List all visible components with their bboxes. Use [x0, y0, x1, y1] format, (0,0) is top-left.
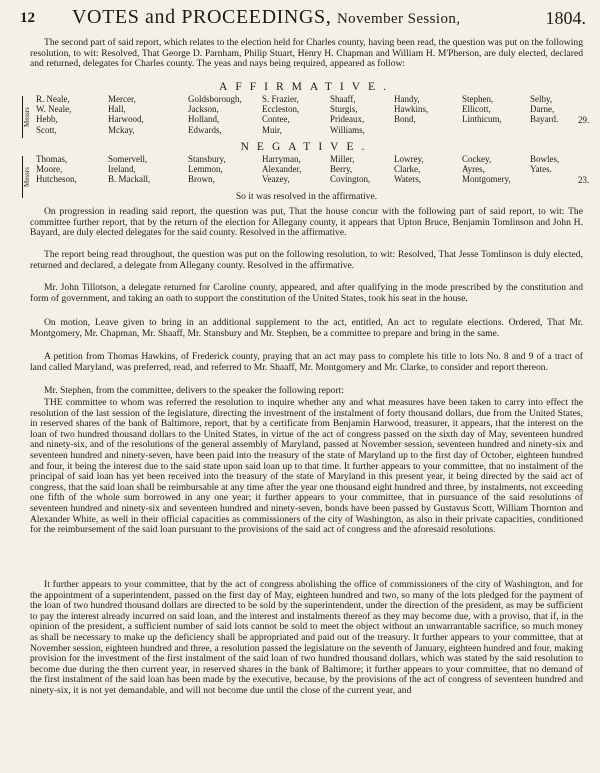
member-name: Veazey, — [262, 174, 290, 185]
member-name: Yates. — [530, 164, 552, 175]
member-name: Waters, — [394, 174, 422, 185]
affirmative-votes — [22, 94, 592, 140]
member-name: Mckay, — [108, 124, 135, 135]
member-name: Hawkins, — [394, 104, 429, 115]
negative-col-1 — [36, 154, 77, 185]
member-name: Alexander, — [262, 164, 302, 175]
page-number: 12 — [20, 10, 35, 26]
member-name: Lemmon, — [188, 164, 223, 175]
member-name: Williams, — [330, 124, 365, 135]
affirmative-messrs-label: Messrs — [22, 96, 33, 138]
member-name: W. Neale, — [36, 104, 72, 115]
member-name: Hall, — [108, 104, 126, 115]
member-name: Bond, — [394, 114, 416, 125]
paragraph-committee-report: THE committee to whom was referred the resolution to inquire whether any and what measures have been taken to carry into effect the resolution of the last session of the legislature, directing the investment of the instalment of forty thousand dollars, due from the United States, in reserved shares of the bank of Baltimore, report, that by a certificate from Benjamin Harwood, treasurer, it appears, that the interest on the loan of two hundred thousand dollars to the United States, in virtue of the act of congress passed on the sixth day of May, seventeen hundred and ninety-six, and of the resolutions of the general assembly of Maryland, passed at November session, seventeen hundred and ninety-six and seventeen hundred and ninety-seven, have been paid into the treasury of the state of Maryland up to the first day of October, eighteen hundred and four, it being the interest due to the said state upon said loan up to that time. It further appears to your committee, that no instalment of the principal of said loan has yet been received into the treasury of the state of Maryland in this present year, it being directed by the said act of congress, that the said loan shall be reimbursable at any time after the year one thousand eight hundred and three, by instalments, not exceeding one fifth of the whole sum borrowed in any one year; it further appears to your committee, that in pursuance of the said resolutions of seventeen hundred and ninety-six and seventeen hundred and ninety-seven, bonds have been passed by Gustavus Scott, William Thornton and Alexander White, as well in their official capacities as commissioners of the city of Washington, as also in their private capacities, conditioned for the reimbursement of the said loan pursuant to the provisions of the said act of congress and the aforesaid resolutions. — [30, 397, 583, 536]
member-name: Contee, — [262, 114, 290, 125]
affirmative-col-5 — [330, 94, 365, 135]
member-name: Moore, — [36, 164, 63, 175]
member-name: R. Neale, — [36, 94, 70, 104]
paragraph-committee-findings: It further appears to your committee, that by the act of congress abolishing the office of commissioners of the city of Washington, and for the appointment of a superintendent, passed on the first day of May, eighteen hundred and two, so many of the lots pledged for the payment of the loan of two hundred thousand dollars are directed to be sold by the superintendent, under the direction of the president, as may be sufficient to pay the interest already incurred on said loan, and the interest and instalments thereof as they may become due, with a proviso, that if, in the opinion of the president, a sufficient number of said lots cannot be sold to meet the object without an unwarrantable sacrifice, so much money as shall be necessary to make up the deficiency shall be appropriated and paid out of the treasury. It further appears to your committee, that at November session, eighteen hundred and three, a resolution passed the legislature on the seventh of January, eighteen hundred and four, making provision for the investment of the first instalment of the said loan of two hundred thousand dollars, which was stated by the said resolution to become due during the then current year, in reserved shares in the bank of Baltimore; it further appears to your committee, that no demand of the first instalment of the said loan has been made by the executive, because, by the provisions of the act of congress of seventeen hundred and ninety-six, it is not yet demandable, and will not become due until the close of the current year, and — [30, 579, 583, 696]
page-title — [72, 6, 460, 29]
member-name: Mercer, — [108, 94, 136, 104]
member-name: Edwards, — [188, 124, 222, 135]
title-text: VOTES and PROCEEDINGS, — [72, 6, 332, 28]
negative-col-2 — [108, 154, 150, 185]
vote-result: So it was resolved in the affirmative. — [235, 191, 378, 202]
member-name: Bayard. — [530, 114, 559, 125]
member-name: Muir, — [262, 124, 282, 135]
affirmative-col-4 — [262, 94, 299, 135]
member-name: Montgomery, — [462, 174, 511, 185]
affirmative-total: 29. — [578, 115, 590, 125]
member-name: Lowrey, — [394, 154, 424, 164]
paragraph-elections-supplement: On motion, Leave given to bring in an additional supplement to the act, entitled, An act to regulate elections. Ordered, That Mr. Montgomery, Mr. Chapman, Mr. Shaaff, Mr. Stansbury and Mr. Stephen, be a committee to prepare and bring in the same. — [30, 317, 583, 339]
negative-messrs-label: Messrs — [22, 156, 33, 198]
page-header — [20, 6, 586, 32]
member-name: Shaaff, — [330, 94, 356, 104]
member-name: Harwood, — [108, 114, 144, 125]
negative-col-6 — [394, 154, 424, 185]
paragraph-tomlinson-resolution: The report being read throughout, the question was put on the following resolution, to wit: Resolved, That Jesse Tomlinson is duly elected, returned and declared, a delegate from Allegany county. Resolved in the affirmative. — [30, 249, 583, 271]
paragraph-charles-county: The second part of said report, which relates to the election held for Charles county, having been read, the question was put on the following resolution, to wit: Resolved, That George D. Parnham, Philip Stuart, Henry H. Chapman and William H. M'Pherson, are duly elected, declared and returned, delegates for Charles county. The yeas and nays being required, appeared as follow: — [30, 37, 583, 70]
affirmative-col-1 — [36, 94, 71, 135]
member-name: Goldsborough, — [188, 94, 242, 104]
member-name: Stansbury, — [188, 154, 226, 164]
member-name: Darne, — [530, 104, 555, 115]
session-text: November Session, — [336, 11, 461, 27]
affirmative-col-7 — [462, 94, 502, 125]
member-name: Miller, — [330, 154, 355, 164]
member-name: Thomas, — [36, 154, 68, 164]
negative-col-8 — [530, 154, 559, 174]
affirmative-col-6 — [394, 94, 428, 125]
paragraph-allegany-report: On progression in reading said report, the question was put, That the house concur with the following part of said report, to wit: The committee further report, that by the return of the election for Allegany county, it appears that Upton Bruce, Benjamin Tomlinson and John H. Bayard, are duly elected delegates for the said county. Resolved in the affirmative. — [30, 206, 583, 239]
member-name: Selby, — [530, 94, 553, 104]
member-name: S. Frazier, — [262, 94, 299, 104]
member-name: B. Mackall, — [108, 174, 151, 185]
member-name: Covington, — [330, 174, 371, 185]
member-name: Hutcheson, — [36, 174, 77, 185]
member-name: Scott, — [36, 124, 57, 135]
member-name: Holland, — [188, 114, 220, 125]
paragraph-stephen-report: Mr. Stephen, from the committee, delivers to the speaker the following report: — [44, 385, 344, 396]
affirmative-heading: AFFIRMATIVE. — [219, 81, 394, 93]
affirmative-col-8 — [530, 94, 558, 125]
member-name: Stephen, — [462, 94, 494, 104]
member-name: Bowles, — [530, 154, 560, 164]
negative-col-5 — [330, 154, 370, 185]
affirmative-col-3 — [188, 94, 242, 135]
paragraph-tillotson-seated: Mr. John Tillotson, a delegate returned for Caroline county, appeared, and after qualifying in the mode prescribed by the constitution and form of government, and taking an oath to support the constitution of the United States, took his seat in the house. — [30, 282, 583, 304]
member-name: Clarke, — [394, 164, 421, 175]
member-name: Linthicum, — [462, 114, 502, 125]
paragraph-hawkins-petition: A petition from Thomas Hawkins, of Frederick county, praying that an act may pass to complete his title to lots No. 8 and 9 of a tract of land called Maryland, was preferred, read, and referred to Mr. Shaaff, Mr. Montgomery and Mr. Clarke, to consider and report thereon. — [30, 351, 583, 373]
member-name: Ireland, — [108, 164, 136, 175]
member-name: Sturgis, — [330, 104, 358, 115]
negative-heading: NEGATIVE. — [240, 141, 373, 153]
member-name: Harryman, — [262, 154, 301, 164]
negative-col-4 — [262, 154, 301, 185]
negative-total: 23. — [578, 175, 590, 185]
member-name: Jackson, — [188, 104, 219, 115]
member-name: Somervell, — [108, 154, 148, 164]
member-name: Berry, — [330, 164, 353, 175]
member-name: Brown, — [188, 174, 215, 185]
member-name: Ellicott, — [462, 104, 491, 115]
member-name: Prideaux, — [330, 114, 365, 125]
member-name: Cockey, — [462, 154, 492, 164]
member-name: Handy, — [394, 94, 420, 104]
negative-col-7 — [462, 154, 511, 185]
member-name: Hebb, — [36, 114, 58, 125]
year-text: 1804. — [545, 8, 586, 28]
affirmative-col-2 — [108, 94, 144, 135]
negative-col-3 — [188, 154, 226, 185]
member-name: Eccleston, — [262, 104, 300, 115]
member-name: Ayres, — [462, 164, 485, 175]
